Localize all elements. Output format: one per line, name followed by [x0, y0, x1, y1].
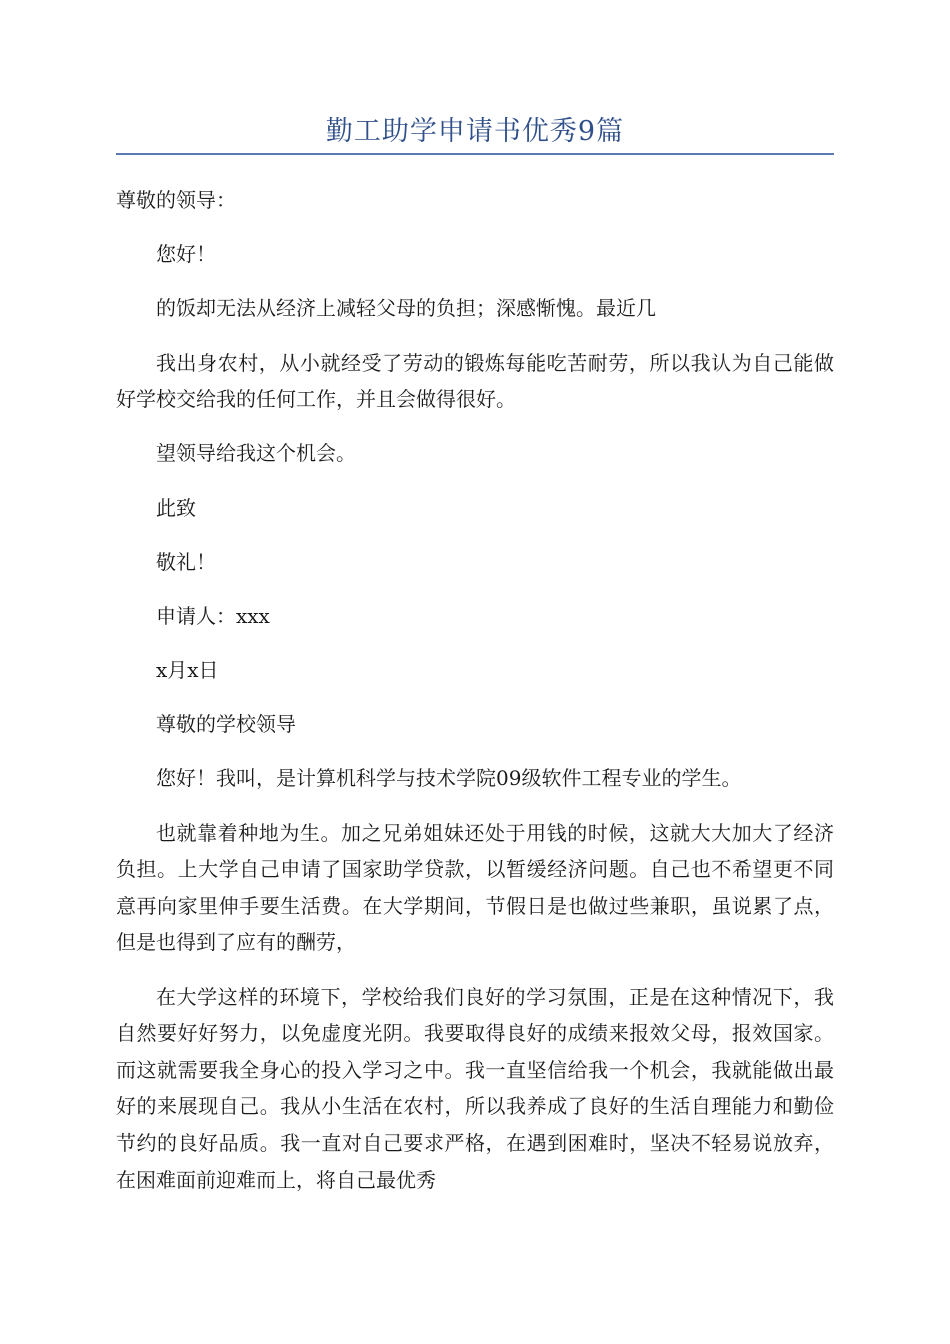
applicant-line: 申请人：xxx [156, 603, 270, 628]
date-line: x月x日 [156, 658, 219, 683]
paragraph: 的饭却无法从经济上减轻父母的负担；深感惭愧。最近几 [156, 296, 656, 321]
greeting: 您好！ [156, 242, 216, 267]
document-body [116, 182, 834, 1216]
salutation: 尊敬的学校领导 [156, 712, 296, 737]
paragraph: 我出身农村，从小就经受了劳动的锻炼每能吃苦耐劳，所以我认为自己能做好学校交给我的任何工作，并且会做得很好。 [116, 350, 834, 412]
closing-line: 此致 [156, 495, 196, 520]
paragraph: 也就靠着种地为生。加之兄弟姐妹还处于用钱的时候，这就大大加大了经济负担。上大学自己申请了国家助学贷款，以暂缓经济问题。自己也不希望更不同意再向家里伸手要生活费。在大学期间，节假日是也做过些兼职，虽说累了点，但是也得到了应有的酬劳， [116, 820, 834, 955]
paragraph: 望领导给我这个机会。 [156, 441, 356, 466]
title-underline [116, 153, 834, 155]
greeting: 您好！我叫，是计算机科学与技术学院09级软件工程专业的学生。 [156, 766, 742, 791]
closing-line: 敬礼！ [156, 549, 216, 574]
salutation: 尊敬的领导： [116, 188, 236, 212]
document-title: 勤工助学申请书优秀9篇 [325, 116, 625, 147]
paragraph: 在大学这样的环境下，学校给我们良好的学习氛围，正是在这种情况下，我自然要好好努力，以免虚度光阴。我要取得良好的成绩来报效父母，报效国家。而这就需要我全身心的投入学习之中。我一直坚信给我一个机会，我就能做出最好的来展现自己。我从小生活在农村，所以我养成了良好的生活自理能力和勤俭节约的良好品质。我一直对自己要求严格，在遇到困难时，坚决不轻易说放弃，在困难面前迎难而上，将自己最优秀 [116, 984, 834, 1192]
